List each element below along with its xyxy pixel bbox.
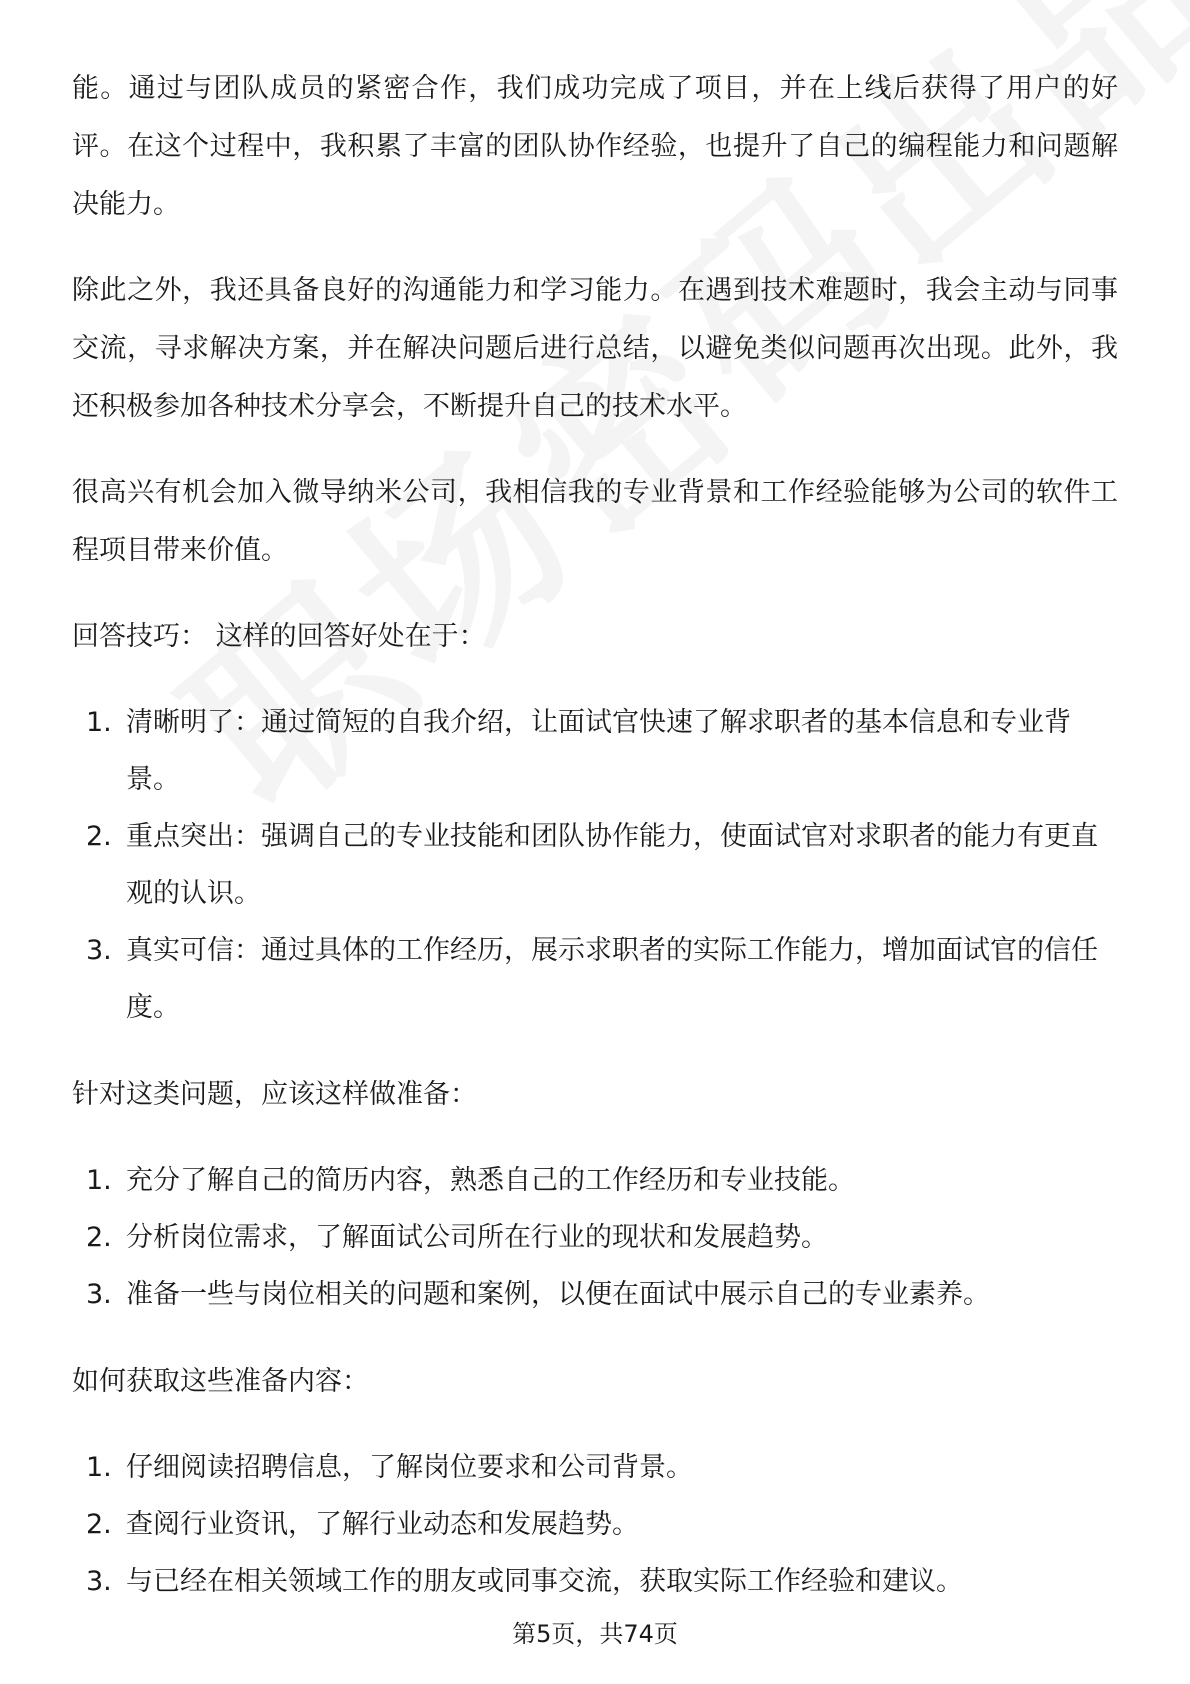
list-item	[72, 1266, 1118, 1323]
list-item	[72, 808, 1118, 922]
list-item-text: 重点突出：强调自己的专业技能和团队协作能力，使面试官对求职者的能力有更直观的认识。	[126, 821, 1098, 909]
list-item	[72, 1209, 1118, 1266]
tips-list	[72, 694, 1118, 1036]
list-number: 1.	[86, 1165, 112, 1196]
list-item	[72, 694, 1118, 808]
list-item	[72, 1553, 1118, 1610]
prepare-heading: 针对这类问题，应该这样做准备：	[72, 1079, 477, 1110]
list-item-text: 准备一些与岗位相关的问题和案例，以便在面试中展示自己的专业素养。	[126, 1279, 990, 1310]
list-item	[72, 1152, 1118, 1209]
list-number: 1.	[86, 707, 112, 738]
list-number: 2.	[86, 1222, 112, 1253]
list-number: 2.	[86, 1509, 112, 1540]
obtain-list	[72, 1439, 1118, 1610]
page-number: 第5页，共74页	[512, 1620, 678, 1648]
list-number: 3.	[86, 1279, 112, 1310]
paragraph-1: 能。通过与团队成员的紧密合作，我们成功完成了项目，并在上线后获得了用户的好评。在这个过程中，我积累了丰富的团队协作经验，也提升了自己的编程能力和问题解决能力。	[72, 73, 1118, 220]
list-number: 2.	[86, 821, 112, 852]
list-item-text: 仔细阅读招聘信息，了解岗位要求和公司背景。	[126, 1452, 693, 1483]
prepare-list	[72, 1152, 1118, 1323]
paragraph-2: 除此之外，我还具备良好的沟通能力和学习能力。在遇到技术难题时，我会主动与同事交流，寻求解决方案，并在解决问题后进行总结，以避免类似问题再次出现。此外，我还积极参加各种技术分享会，不断提升自己的技术水平。	[72, 275, 1118, 422]
list-item-text: 充分了解自己的简历内容，熟悉自己的工作经历和专业技能。	[126, 1165, 855, 1196]
list-item	[72, 1439, 1118, 1496]
list-item	[72, 922, 1118, 1036]
list-number: 3.	[86, 1566, 112, 1597]
list-item-text: 清晰明了：通过简短的自我介绍，让面试官快速了解求职者的基本信息和专业背景。	[126, 707, 1071, 795]
list-item-text: 真实可信：通过具体的工作经历，展示求职者的实际工作能力，增加面试官的信任度。	[126, 935, 1098, 1023]
list-number: 3.	[86, 935, 112, 966]
list-item-text: 查阅行业资讯，了解行业动态和发展趋势。	[126, 1509, 639, 1540]
list-item	[72, 1496, 1118, 1553]
list-number: 1.	[86, 1452, 112, 1483]
list-item-text: 与已经在相关领域工作的朋友或同事交流，获取实际工作经验和建议。	[126, 1566, 963, 1597]
paragraph-3: 很高兴有机会加入微导纳米公司，我相信我的专业背景和工作经验能够为公司的软件工程项目带来价值。	[72, 477, 1118, 566]
tips-heading: 回答技巧： 这样的回答好处在于：	[72, 621, 486, 652]
list-item-text: 分析岗位需求，了解面试公司所在行业的现状和发展趋势。	[126, 1222, 828, 1253]
document-body	[72, 60, 1118, 1640]
obtain-heading: 如何获取这些准备内容：	[72, 1366, 369, 1397]
